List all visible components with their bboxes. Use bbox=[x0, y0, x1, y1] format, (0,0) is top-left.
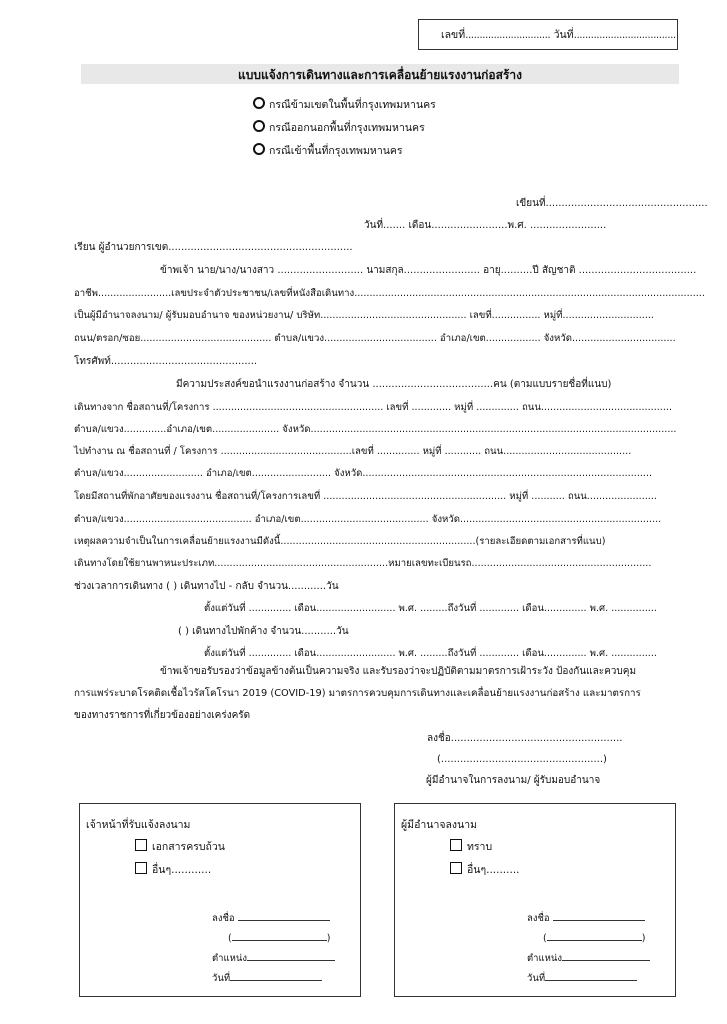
vehicle-line[interactable]: เดินทางโดยใช้ยานพาหนะประเภท.........................................................หมายเลขทะเบียนรถ........................................................... bbox=[74, 558, 652, 569]
option-label: ทราบ bbox=[467, 841, 493, 853]
date-label: วันที่ bbox=[212, 973, 231, 984]
roundtrip-dates-line[interactable]: ตั้งแต่วันที่ .............. เดือน.......................... พ.ศ. .........ถึงวันที่ ............. เดือน.............. พ.ศ. ............... bbox=[204, 603, 657, 614]
radio-icon[interactable] bbox=[253, 97, 265, 109]
certification-p1: ข้าพเจ้าขอรับรองว่าข้อมูลข้างต้นเป็นความจริง และรับรองว่าจะปฏิบัติตามมาตรการเฝ้าระวัง ป้องกันและควบคุม bbox=[160, 666, 637, 677]
checkbox-icon[interactable] bbox=[450, 862, 462, 874]
recipient-line[interactable]: เรียน ผู้อำนวยการเขต.......................................................... bbox=[74, 242, 353, 253]
authorizer-ack-option[interactable] bbox=[450, 839, 492, 854]
radio-icon[interactable] bbox=[253, 143, 265, 155]
checkbox-icon[interactable] bbox=[135, 862, 147, 874]
authorizer-date[interactable] bbox=[527, 970, 637, 985]
written-at-field[interactable]: เขียนที่................................................... bbox=[516, 198, 708, 209]
option-label: กรณีข้ามเขตในพื้นที่กรุงเทพมหานคร bbox=[269, 99, 436, 111]
option-label: กรณีออกนอกพื้นที่กรุงเทพมหานคร bbox=[269, 122, 425, 134]
option-label: กรณีเข้าพื้นที่กรุงเทพมหานคร bbox=[269, 145, 403, 157]
certification-p2: การแพร่ระบาดโรคติดเชื้อไวรัสโคโรนา 2019 (COVID-19) มาตรการควบคุมการเดินทางและเคลื่อนย้ายแรงงานก่อสร้าง และมาตรการ bbox=[74, 688, 641, 699]
title-bar bbox=[81, 64, 679, 84]
officer-complete-option[interactable] bbox=[135, 839, 225, 854]
form-title: แบบแจ้งการเดินทางและการเคลื่อนย้ายแรงงานก่อสร้าง bbox=[237, 68, 522, 82]
authorizer-box-title: ผู้มีอำนาจลงนาม bbox=[401, 819, 478, 831]
accommodation-line[interactable]: โดยมีสถานที่พักอาศัยของแรงงาน ชื่อสถานที่/โครงการเลขที่ ............................................................ หมู่ที่ ........... ถนน....................... bbox=[74, 491, 657, 502]
certification-p3: ของทางราชการที่เกี่ยวข้องอย่างเคร่งครัด bbox=[74, 710, 251, 721]
authorizer-other-option[interactable] bbox=[450, 862, 520, 877]
officer-box-title: เจ้าหน้าที่รับแจ้งลงนาม bbox=[86, 819, 191, 831]
authorizer-sign[interactable] bbox=[527, 910, 645, 925]
accommodation-address-line[interactable]: ตำบล/แขวง.......................................... อำเภอ/เขต.......................................... จังหวัด.................................................................. bbox=[74, 514, 662, 525]
phone-line[interactable]: โทรศัพท์.............................................. bbox=[74, 356, 258, 367]
position-label: ตำแหน่ง bbox=[527, 953, 563, 964]
applicant-name-paren[interactable]: (...................................................) bbox=[437, 754, 607, 765]
option-label: อื่นๆ............ bbox=[152, 864, 212, 876]
date-label: วันที่ bbox=[527, 973, 546, 984]
sign-label: ลงชื่อ bbox=[212, 913, 235, 924]
company-line[interactable]: เป็นผู้มีอำนาจลงนาม/ ผู้รับมอบอำนาจ ของหน่วยงาน/ บริษัท................................................ เลขที่................ หมู่ที่.............................. bbox=[74, 310, 654, 321]
option-into-bangkok[interactable] bbox=[253, 143, 403, 158]
option-label: เอกสารครบถ้วน bbox=[152, 841, 225, 853]
date-line[interactable]: วันที่....... เดือน........................พ.ศ. ........................ bbox=[364, 220, 607, 231]
doc-date-field[interactable]: .................................... bbox=[573, 29, 676, 41]
paren-close: ) bbox=[641, 933, 646, 944]
radio-icon[interactable] bbox=[253, 120, 265, 132]
stay-dates-line[interactable]: ตั้งแต่วันที่ .............. เดือน.......................... พ.ศ. .........ถึงวันที่ ............. เดือน.............. พ.ศ. ............... bbox=[204, 648, 657, 659]
worker-count-line[interactable]: มีความประสงค์ขอนำแรงงานก่อสร้าง จำนวน ......................................คน (ตามแบบรายชื่อที่แนบ) bbox=[176, 379, 612, 390]
paren-close: ) bbox=[326, 933, 331, 944]
doc-no-field[interactable]: .............................. bbox=[465, 29, 551, 41]
applicant-role: ผู้มีอำนาจในการลงนาม/ ผู้รับมอบอำนาจ bbox=[426, 775, 601, 786]
destination-line[interactable]: ไปทำงาน ณ ชื่อสถานที่ / โครงการ ...........................................เลขที่ .............. หมู่ที่ ............ ถนน.......................................... bbox=[74, 446, 632, 457]
option-label: อื่นๆ.......... bbox=[467, 864, 520, 876]
officer-sign[interactable] bbox=[212, 910, 330, 925]
applicant-name-line[interactable]: ข้าพเจ้า นาย/นาง/นางสาว ........................... นามสกุล........................ อายุ..........ปี สัญชาติ ..................................... bbox=[160, 265, 697, 276]
position-label: ตำแหน่ง bbox=[212, 953, 248, 964]
authorizer-box bbox=[394, 803, 676, 997]
officer-date[interactable] bbox=[212, 970, 322, 985]
applicant-signature[interactable]: ลงชื่อ...................................................... bbox=[427, 733, 623, 744]
officer-position[interactable] bbox=[212, 950, 335, 965]
officer-box bbox=[79, 803, 361, 997]
travel-period-roundtrip[interactable]: ช่วงเวลาการเดินทาง ( ) เดินทางไป - กลับ จำนวน............วัน bbox=[74, 581, 339, 592]
travel-period-stay[interactable]: ( ) เดินทางไปพักค้าง จำนวน...........วัน bbox=[178, 626, 349, 637]
occupation-id-line[interactable]: อาชีพ........................เลขประจำตัวประชาชน/เลขที่หนังสือเดินทาง................................................................................................................... bbox=[74, 288, 705, 299]
doc-no-label: เลขที่ bbox=[441, 29, 466, 41]
doc-date-label: วันที่ bbox=[553, 29, 574, 41]
paren-open: ( bbox=[543, 933, 547, 944]
paren-open: ( bbox=[228, 933, 232, 944]
authorizer-paren[interactable] bbox=[543, 930, 645, 945]
doc-number-box bbox=[418, 19, 678, 50]
option-out-bangkok[interactable] bbox=[253, 120, 425, 135]
sign-label: ลงชื่อ bbox=[527, 913, 550, 924]
reason-line[interactable]: เหตุผลความจำเป็นในการเคลื่อนย้ายแรงงานมีดังนี้................................................................(รายละเอียดตามเอกสารที่แนบ) bbox=[74, 536, 606, 547]
checkbox-icon[interactable] bbox=[450, 839, 462, 851]
option-cross-district[interactable] bbox=[253, 97, 436, 112]
address-line[interactable]: ถนน/ตรอก/ซอย........................................... ตำบล/แขวง..................................... อำเภอ/เขต.................. จังหวัด.................................. bbox=[74, 333, 676, 344]
origin-line[interactable]: เดินทางจาก ชื่อสถานที่/โครงการ ........................................................ เลขที่ ............. หมู่ที่ .............. ถนน........................................... bbox=[74, 402, 673, 413]
officer-other-option[interactable] bbox=[135, 862, 211, 877]
origin-address-line[interactable]: ตำบล/แขวง..............อำเภอ/เขต...................... จังหวัด........................................................................................................................ bbox=[74, 424, 677, 435]
authorizer-position[interactable] bbox=[527, 950, 650, 965]
officer-paren[interactable] bbox=[228, 930, 330, 945]
destination-address-line[interactable]: ตำบล/แขวง.......................... อำเภอ/เขต.......................... จังหวัด............................................................................................... bbox=[74, 468, 653, 479]
checkbox-icon[interactable] bbox=[135, 839, 147, 851]
